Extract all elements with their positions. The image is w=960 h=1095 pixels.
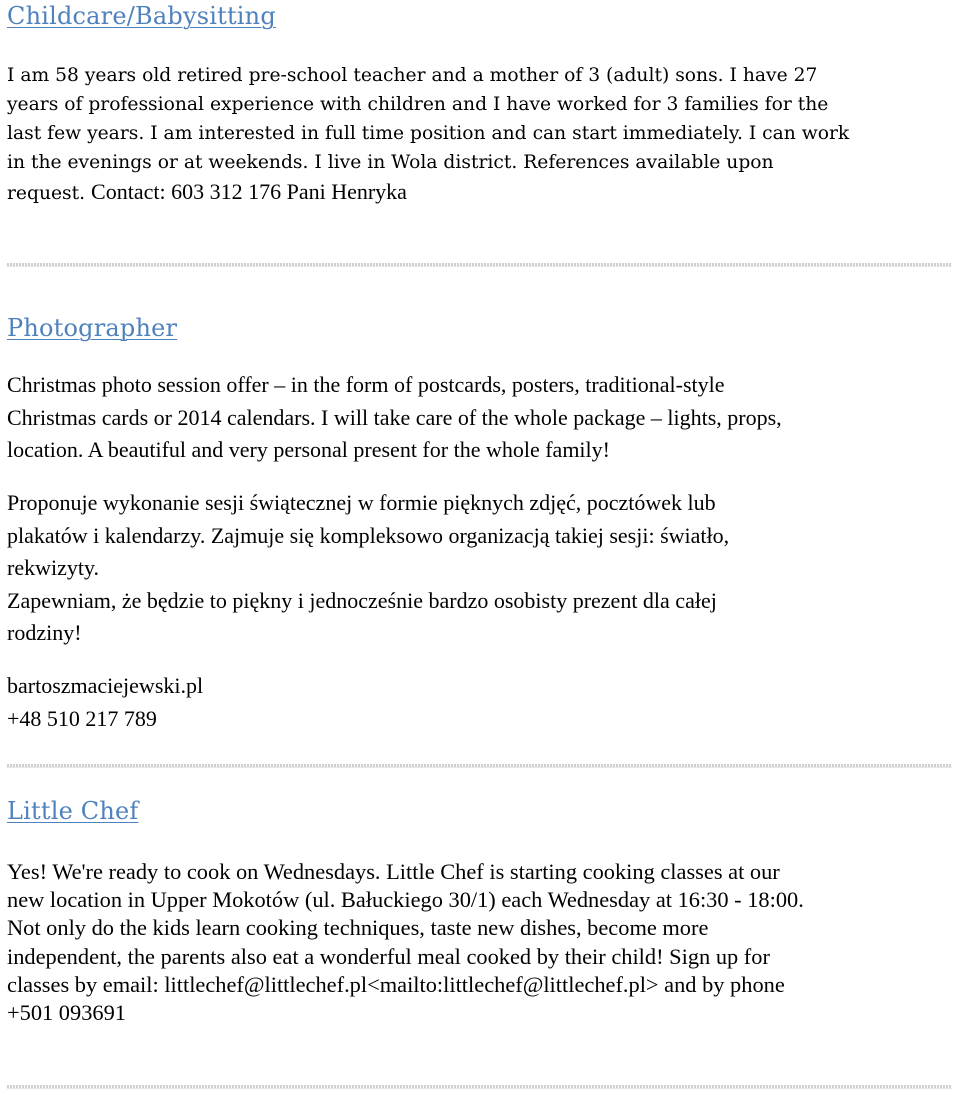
photographer-heading[interactable]: Photographer <box>7 314 178 342</box>
photographer-pl-line-4: Zapewniam, że będzie to piękny i jednocześnie bardzo osobisty prezent dla całej <box>7 587 717 613</box>
photographer-contact <box>7 670 952 735</box>
photographer-pl-line-3: rekwizyty. <box>7 555 100 580</box>
childcare-line-2: years of professional experience with children and I have worked for 3 families for the <box>7 94 829 115</box>
childcare-body <box>7 61 952 208</box>
section-divider <box>7 764 952 768</box>
photographer-pl-line-2: plakatów i kalendarzy. Zajmuje się kompleksowo organizacją takiej sesji: światło, <box>7 522 730 548</box>
photographer-website[interactable]: bartoszmaciejewski.pl <box>7 673 204 698</box>
little-chef-body <box>7 858 952 1027</box>
childcare-line-5 <box>7 177 952 208</box>
childcare-line-1: I am 58 years old retired pre-school teacher and a mother of 3 (adult) sons. I have 27 <box>7 65 818 86</box>
little-chef-line-3: Not only do the kids learn cooking techniques, taste new dishes, become more <box>7 915 709 941</box>
section-divider <box>7 263 952 267</box>
little-chef-line-2: new location in Upper Mokotów (ul. Bałuckiego 30/1) each Wednesday at 16:30 - 18:00. <box>7 887 804 913</box>
photographer-pl-line-1: Proponuje wykonanie sesji świątecznej w formie pięknych zdjęć, pocztówek lub <box>7 490 716 515</box>
little-chef-line-1: Yes! We're ready to cook on Wednesdays. Little Chef is starting cooking classes at our <box>7 859 780 884</box>
section-divider <box>7 1085 952 1089</box>
photographer-phone: +48 510 217 789 <box>7 705 157 731</box>
little-chef-line-5: classes by email: littlechef@littlechef.pl<mailto:littlechef@littlechef.pl> and by phone <box>7 971 785 997</box>
photographer-pl-line-5: rodziny! <box>7 620 82 645</box>
childcare-line-3: last few years. I am interested in full time position and can start immediately. I can work <box>7 123 850 144</box>
childcare-request-word: request. <box>7 183 86 204</box>
photographer-en-line-2: Christmas cards or 2014 calendars. I will take care of the whole package – lights, props, <box>7 404 782 430</box>
childcare-line-4: in the evenings or at weekends. I live in Wola district. References available upon <box>7 152 774 173</box>
little-chef-line-6: +501 093691 <box>7 1000 126 1026</box>
photographer-en-line-3: location. A beautiful and very personal present for the whole family! <box>7 437 610 462</box>
childcare-heading[interactable]: Childcare/Babysitting <box>7 2 276 30</box>
little-chef-line-4: independent, the parents also eat a wonderful meal cooked by their child! Sign up for <box>7 943 770 969</box>
photographer-english <box>7 369 952 467</box>
photographer-polish <box>7 487 952 650</box>
little-chef-heading[interactable]: Little Chef <box>7 797 139 825</box>
photographer-en-line-1: Christmas photo session offer – in the form of postcards, posters, traditional-style <box>7 372 725 397</box>
childcare-contact: Contact: 603 312 176 Pani Henryka <box>91 179 407 204</box>
